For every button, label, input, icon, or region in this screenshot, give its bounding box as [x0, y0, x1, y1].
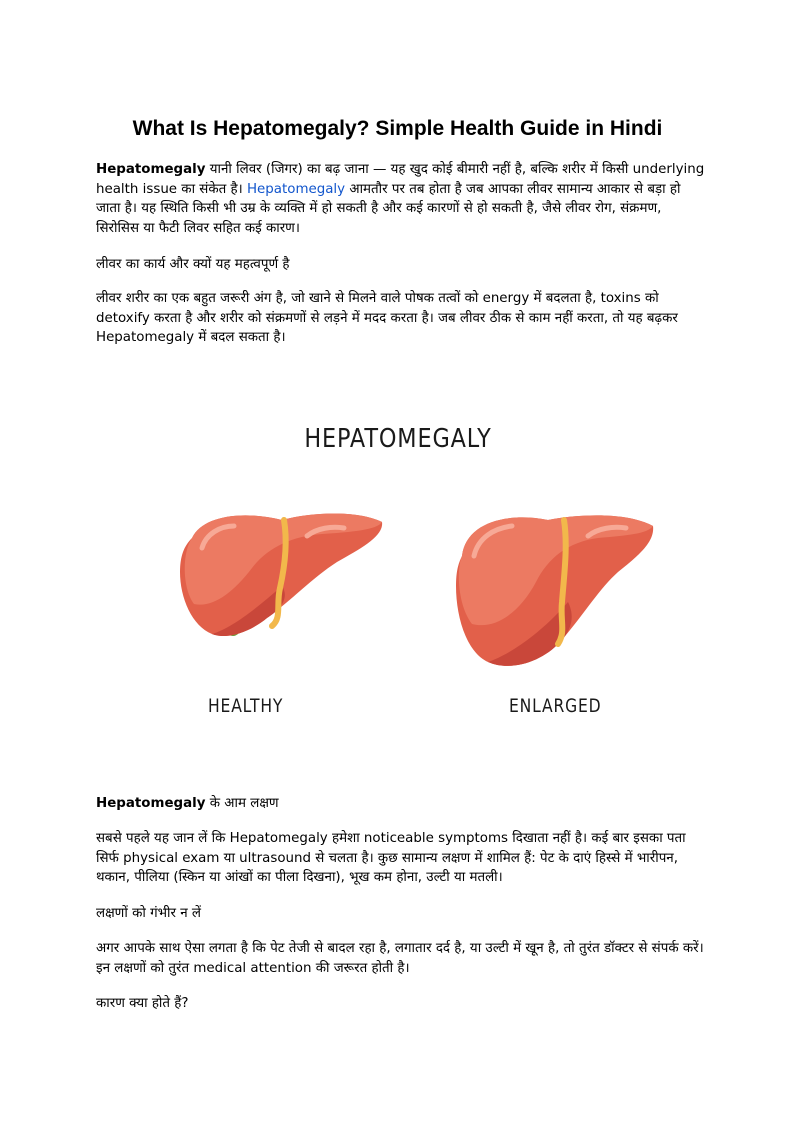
illustration-title: HEPATOMEGALY — [304, 424, 492, 454]
section-body-symptoms: सबसे पहले यह जान लें कि Hepatomegaly हमेशा noticeable symptoms दिखाता नहीं है। कई बार इसका पता सिर्फ physical exam या ultrasound से चलता है। कुछ सामान्य लक्षण में शामिल हैं: पेट के दाएं हिस्से में भारीपन, थकान, पीलिया (स्किन या आंखों का पीला दिखना), भूख कम होना, उल्टी या मतली। — [96, 831, 686, 886]
page-title: What Is Hepatomegaly? Simple Health Guide in Hindi — [132, 117, 663, 140]
enlarged-liver-icon — [448, 506, 658, 676]
enlarged-label: ENLARGED — [509, 695, 602, 717]
intro-text-part1: यानी लिवर (जिगर) का बढ़ जाना — यह खुद कोई बीमारी नहीं है, बल्कि शरीर में किसी underlying health issue का संकेत है। — [96, 162, 705, 197]
intro-text-part2: आमतौर पर तब होता है जब आपका लीवर सामान्य आकार से बड़ा हो जाता है। यह स्थिति किसी भी उम्र के व्यक्ति में हो सकती है और कई कारणों से हो सकती है, जैसे लीवर रोग, संक्रमण, सिरोसिस या फैटी लिवर सहित कई कारण। — [96, 181, 681, 236]
intro-paragraph — [96, 160, 706, 238]
healthy-liver-icon — [172, 508, 387, 648]
section-heading-causes: कारण क्या होते हैं? — [96, 996, 189, 1011]
healthy-label: HEALTHY — [208, 695, 284, 717]
section-heading-liver-function: लीवर का कार्य और क्यों यह महत्वपूर्ण है — [96, 257, 290, 272]
hepatomegaly-illustration — [150, 420, 670, 730]
section-heading-symptoms — [96, 794, 706, 814]
hepatomegaly-link[interactable]: Hepatomegaly — [246, 181, 346, 197]
symptoms-heading-rest: के आम लक्षण — [205, 796, 279, 811]
section-body-liver-function: लीवर शरीर का एक बहुत जरूरी अंग है, जो खाने से मिलने वाले पोषक तत्वों को energy में बदलता है, toxins को detoxify करता है और शरीर को संक्रमणों से लड़ने में मदद करता है। जब लीवर ठीक से काम नहीं करता, तो यह बढ़कर Hepatomegaly में बदल सकता है। — [96, 291, 678, 346]
section-heading-dont-ignore: लक्षणों को गंभीर न लें — [96, 906, 202, 921]
symptoms-heading-bold: Hepatomegaly — [96, 796, 206, 811]
section-body-dont-ignore: अगर आपके साथ ऐसा लगता है कि पेट तेजी से बादल रहा है, लगातार दर्द है, या उल्टी में खून है, तो तुरंत डॉक्टर से संपर्क करें। इन लक्षणों को तुरंत medical attention की जरूरत होती है। — [96, 941, 704, 976]
intro-bold-term: Hepatomegaly — [96, 162, 206, 177]
